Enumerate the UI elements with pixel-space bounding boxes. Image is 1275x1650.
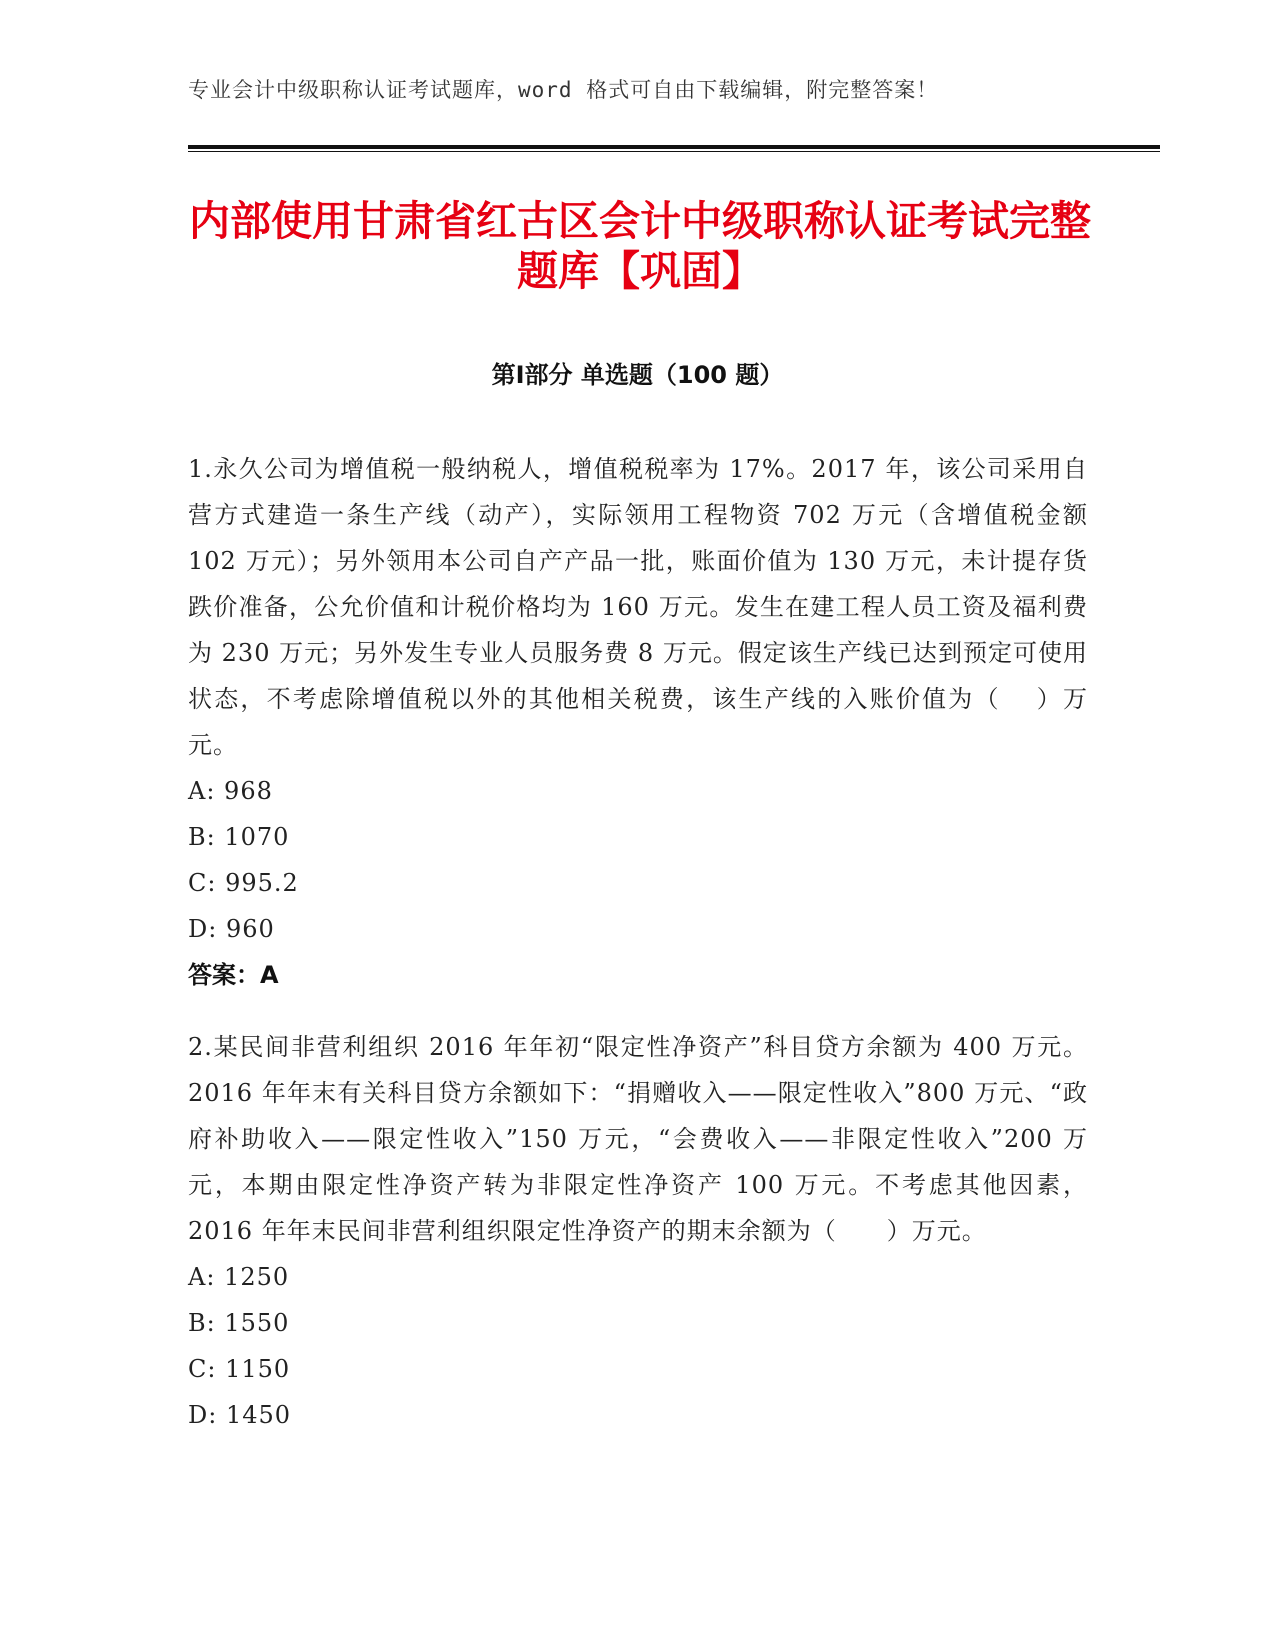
question-stem: 1.永久公司为增值税一般纳税人，增值税税率为 17%。2017 年，该公司采用自营方式建造一条生产线（动产），实际领用工程物资 702 万元（含增值税金额 102 万元）；另外领用本公司自产产品一批，账面价值为 130 万元，未计提存货跌价准备，公允价值和计税价格均为 160 万元。发生在建工程人员工资及福利费为 230 万元；另外发生专业人员服务费 8 万元。假定该生产线已达到预定可使用状态，不考虑除增值税以外的其他相关税费，该生产线的入账价值为（ ）万元。: [188, 455, 1088, 759]
document-title: 内部使用甘肃省红古区会计中级职称认证考试完整题库【巩固】: [189, 197, 1091, 295]
header-divider-thin: [188, 151, 1160, 152]
option-b: B: 1550: [188, 1309, 290, 1337]
option-b: B: 1070: [188, 823, 290, 851]
answer-label: 答案：A: [188, 961, 279, 989]
option-c: C: 1150: [188, 1355, 291, 1383]
header-note: 专业会计中级职称认证考试题库，word 格式可自由下载编辑，附完整答案！: [188, 78, 939, 102]
section-title: 第Ⅰ部分 单选题（100 题）: [491, 361, 784, 389]
option-c: C: 995.2: [188, 869, 299, 897]
option-a: A: 968: [188, 777, 273, 805]
question-stem: 2.某民间非营利组织 2016 年年初“限定性净资产”科目贷方余额为 400 万元。2016 年年末有关科目贷方余额如下：“捐赠收入——限定性收入”800 万元、“政府补助收入——限定性收入”150 万元，“会费收入——非限定性收入”200 万元，本期由限定性净资产转为非限定性净资产 100 万元。不考虑其他因素，2016 年年末民间非营利组织限定性净资产的期末余额为（ ）万元。: [188, 1033, 1088, 1245]
option-d: D: 1450: [188, 1401, 292, 1429]
option-a: A: 1250: [188, 1263, 290, 1291]
question-1: [188, 446, 1088, 998]
header-divider: [188, 145, 1160, 149]
question-2: [188, 1024, 1088, 1438]
option-d: D: 960: [188, 915, 275, 943]
